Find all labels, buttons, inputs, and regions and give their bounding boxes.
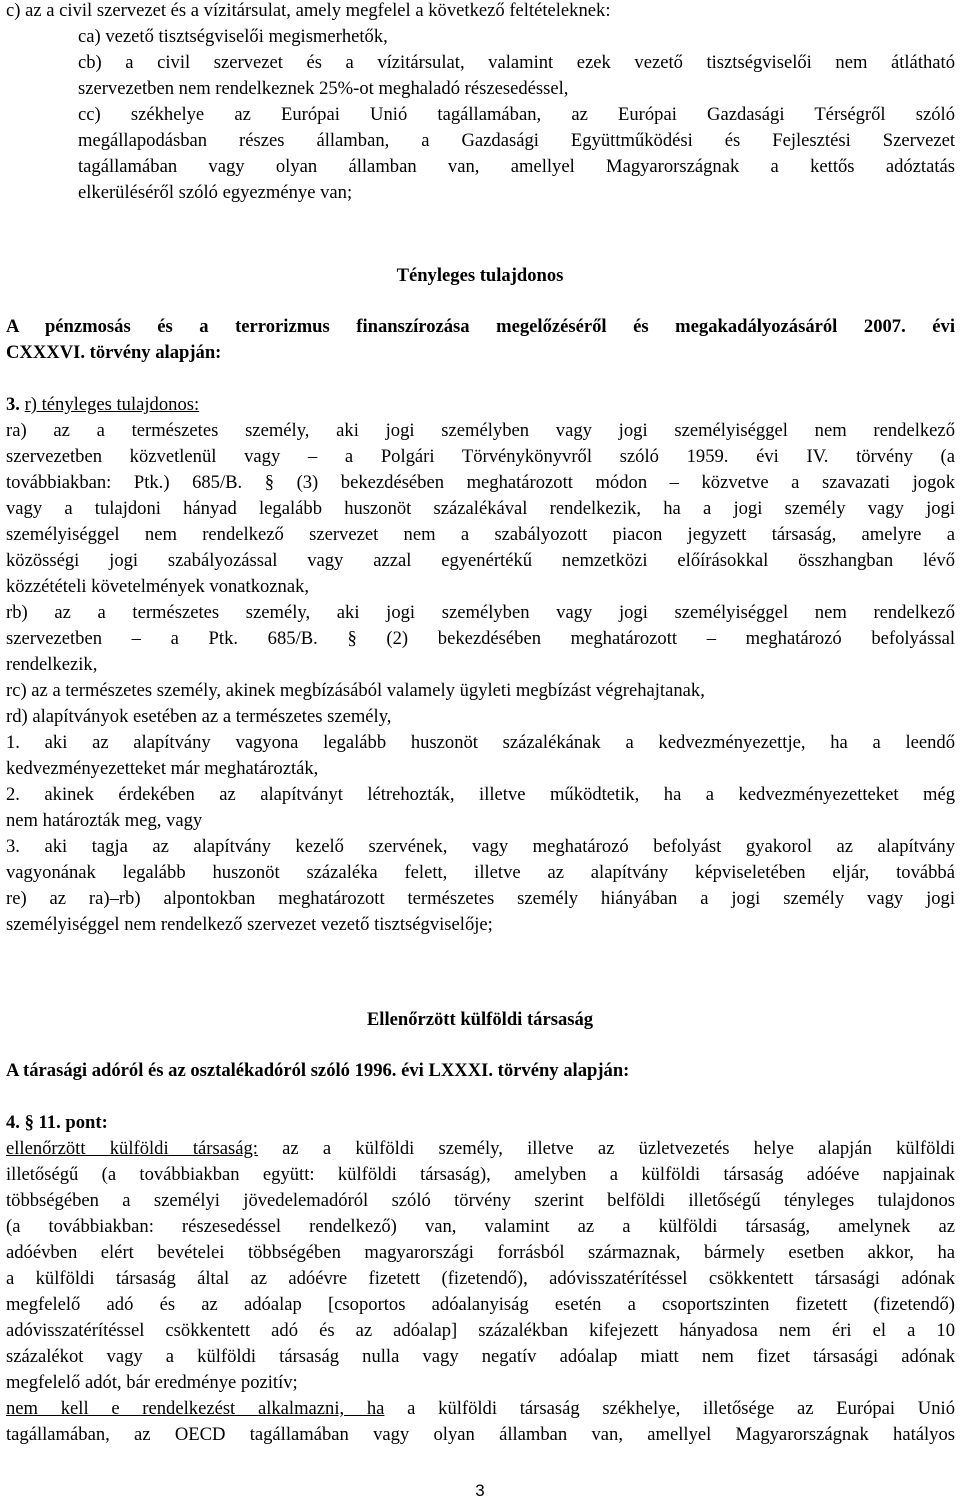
law-reference-line: A tárasági adóról és az osztalékadóról szóló 1996. évi LXXXI. törvény alapján: (6, 1060, 630, 1081)
definition-line: továbbiakban: Ptk.) 685/B. § (3) bekezdésében meghatározott módon ‒ közvetve a szavazati jogok (6, 472, 955, 493)
definition-line: személyiséggel nem rendelkező szervezet nem a szabályozott piacon jegyzett társaság, amelyre a (6, 524, 955, 545)
item-cb-line: cb) a civil szervezet és a vízitársulat, valamint ezek vezető tisztségviselői nem átlátható (78, 52, 955, 73)
definition-line: adóévben elért bevételei többségében magyarországi forrásból származnak, bármely esetben akkor, ha (6, 1242, 955, 1263)
exception-term: nem kell e rendelkezést alkalmazni, ha (6, 1398, 385, 1419)
item-cc-line: cc) székhelye az Európai Unió tagállamában, az Európai Gazdasági Térségről szóló (78, 104, 955, 125)
item-cb-line: szervezetben nem rendelkeznek 25%-ot meghaladó részesedéssel, (78, 78, 569, 99)
exception-line: tagállamában, az OECD tagállamában vagy olyan államban van, amellyel Magyarországnak hatályos (6, 1424, 955, 1445)
definition-term-ellenorzott-kulfoldi-tarsasag: ellenőrzött külföldi társaság: (6, 1138, 258, 1159)
definition-line: szervezetben ‒ a Ptk. 685/B. § (2) bekezdésében meghatározott ‒ meghatározó befolyással (6, 628, 955, 649)
definition-text: az a külföldi személy, illetve az üzletvezetés helye alapján külföldi (282, 1138, 955, 1159)
page-number: 3 (475, 1481, 485, 1500)
definition-line: 3. aki tagja az alapítvány kezelő szervének, vagy meghatározó befolyást gyakorol az alapítvány (6, 836, 955, 857)
definition-line: többségében a személyi jövedelemadóról szóló törvény szerint belföldi illetőségű tényleges tulajdonos (6, 1190, 955, 1211)
definition-line: százalékot vagy a külföldi társaság nulla vagy negatív adóalap miatt nem fizet társasági adónak (6, 1346, 955, 1367)
definition-line: közzétételi követelmények vonatkoznak, (6, 576, 310, 597)
definition-line: a külföldi társaság által az adóévre fizetett (fizetendő), adóvisszatérítéssel csökkentett társasági adónak (6, 1268, 955, 1289)
definition-line: vagy a tulajdoni hányad legalább huszonöt százalékával rendelkezik, ha a jogi személy vagy jogi (6, 498, 955, 519)
law-reference-line: CXXXVI. törvény alapján: (6, 342, 222, 363)
definition-line: szervezetben közvetlenül vagy ‒ a Polgári Törvénykönyvről szóló 1959. évi IV. törvény (a (6, 446, 955, 467)
item-ca: ca) vezető tisztségviselői megismerhetők, (78, 26, 388, 47)
item-cc-line: elkerüléséről szóló egyezménye van; (78, 182, 353, 203)
definition-term-tenyleges-tulajdonos: r) tényleges tulajdonos: (24, 394, 200, 415)
item-cc-line: megállapodásban részes államban, a Gazdasági Együttműködési és Fejlesztési Szervezet (78, 130, 955, 151)
exception-text: a külföldi társaság székhelye, illetősége az Európai Unió (407, 1398, 955, 1419)
section-heading-ellenorzott-kulfoldi-tarsasag: Ellenőrzött külföldi társaság (366, 1009, 594, 1030)
point-number: 3. (6, 394, 20, 415)
point-3-heading (6, 392, 955, 418)
item-cc-line: tagállamában vagy olyan államban van, amellyel Magyarországnak a kettős adóztatás (78, 156, 955, 177)
definition-line: 2. akinek érdekében az alapítványt létrehozták, illetve működtetik, ha a kedvezményezetteket még (6, 784, 955, 805)
definition-line: rc) az a természetes személy, akinek megbízásából valamely ügyleti megbízást végrehajtanak, (6, 680, 705, 701)
paragraph-c-intro: c) az a civil szervezet és a vízitársulat, amely megfelel a következő feltételeknek: (6, 0, 611, 21)
definition-line: kedvezményezetteket már meghatározták, (6, 758, 319, 779)
definition-line: rendelkezik, (6, 654, 98, 675)
definition-line: re) az ra)‒rb) alpontokban meghatározott természetes személy hiányában a jogi személy vagy jogi (6, 888, 955, 909)
section-heading-tenyleges-tulajdonos: Tényleges tulajdonos (396, 265, 564, 286)
definition-line: 1. aki az alapítvány vagyona legalább huszonöt százalékának a kedvezményezettje, ha a leendő (6, 732, 955, 753)
point-4-11-heading: 4. § 11. pont: (6, 1112, 108, 1133)
definition-line: (a továbbiakban: részesedéssel rendelkező) van, valamint az a külföldi társaság, amelynek az (6, 1216, 955, 1237)
definition-line: ra) az a természetes személy, aki jogi személyben vagy jogi személyiséggel nem rendelkező (6, 420, 955, 441)
definition-line: adóvisszatérítéssel csökkentett adó és az adóalap] százalékban kifejezett hányadosa nem éri el a 10 (6, 1320, 955, 1341)
exception-line (6, 1396, 955, 1422)
definition-line: nem határozták meg, vagy (6, 810, 203, 831)
definition-line: közösségi jogi szabályozással vagy azzal egyenértékű nemzetközi előírásokkal összhangban lévő (6, 550, 955, 571)
definition-line: vagyonának legalább huszonöt százaléka felett, illetve az alapítvány képviseletében eljár, továbbá (6, 862, 955, 883)
definition-line: rb) az a természetes személy, aki jogi személyben vagy jogi személyiséggel nem rendelkező (6, 602, 955, 623)
definition-line: megfelelő adó és az adóalap [csoportos adóalanyiság esetén a csoportszinten fizetett (fizetendő) (6, 1294, 955, 1315)
definition-line: megfelelő adót, bár eredménye pozitív; (6, 1372, 298, 1393)
definition-line: illetőségű (a továbbiakban együtt: külföldi társaság), amelyben a külföldi társaság adóéve napjainak (6, 1164, 955, 1185)
definition-line: személyiséggel nem rendelkező szervezet vezető tisztségviselője; (6, 914, 493, 935)
definition-line: rd) alapítványok esetében az a természetes személy, (6, 706, 392, 727)
definition-line (6, 1136, 955, 1162)
law-reference-line: A pénzmosás és a terrorizmus finanszírozása megelőzéséről és megakadályozásáról 2007. évi (6, 316, 955, 337)
